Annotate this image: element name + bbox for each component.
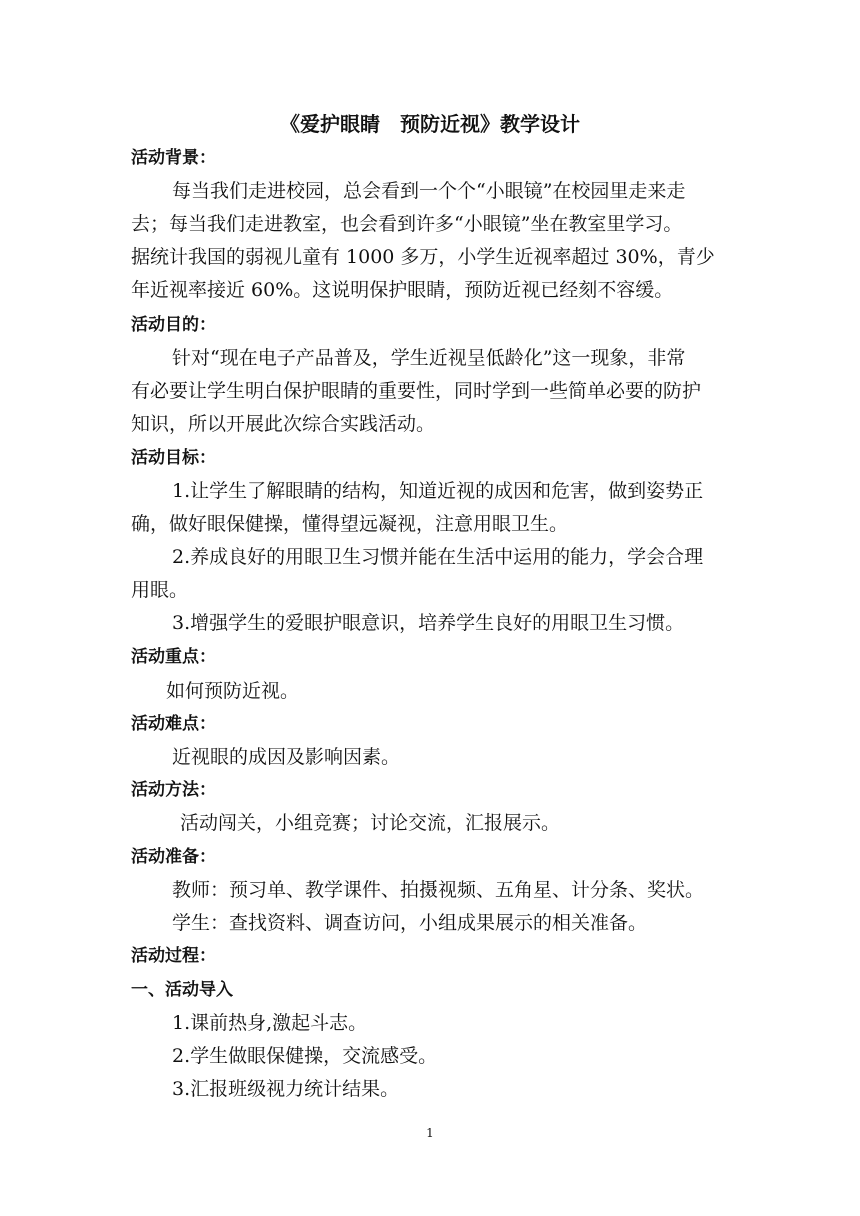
purpose-line: 针对“现在电子产品普及，学生近视呈低龄化”这一现象，非常: [172, 347, 686, 369]
key-point-heading: 活动重点：: [131, 647, 216, 667]
goals-heading: 活动目标：: [131, 448, 216, 468]
preparation-line: 学生：查找资料、调查访问，小组成果展示的相关准备。: [172, 912, 648, 934]
process-heading: 活动过程：: [131, 946, 216, 966]
process-line: 3.汇报班级视力统计结果。: [172, 1078, 400, 1100]
process-line: 1.课前热身,激起斗志。: [172, 1012, 368, 1034]
preparation-heading: 活动准备：: [131, 847, 216, 867]
goals-line: 用眼。: [131, 579, 189, 601]
purpose-heading: 活动目的：: [131, 315, 216, 335]
purpose-line: 知识，所以开展此次综合实践活动。: [131, 413, 436, 435]
background-line: 每当我们走进校园，总会看到一个个“小眼镜”在校园里走来走: [172, 180, 686, 202]
document-title: 《爱护眼睛 预防近视》教学设计: [280, 112, 580, 136]
background-line: 据统计我国的弱视儿童有 1000 多万，小学生近视率超过 30%，青少: [131, 246, 715, 268]
goals-line: 3.增强学生的爱眼护眼意识，培养学生良好的用眼卫生习惯。: [172, 612, 685, 634]
method-heading: 活动方法：: [131, 780, 216, 800]
goals-line: 2.养成良好的用眼卫生习惯并能在生活中运用的能力，学会合理: [172, 546, 704, 568]
process-line: 2.学生做眼保健操，交流感受。: [172, 1045, 438, 1067]
background-heading: 活动背景：: [131, 148, 216, 168]
difficulty-heading: 活动难点：: [131, 714, 216, 734]
method-line: 活动闯关，小组竞赛；讨论交流，汇报展示。: [180, 812, 561, 834]
process-subheading: 一、活动导入: [131, 980, 233, 1000]
background-line: 年近视率接近 60%。这说明保护眼睛，预防近视已经刻不容缓。: [131, 279, 674, 301]
background-line: 去；每当我们走进教室，也会看到许多“小眼镜”坐在教室里学习。: [131, 213, 683, 235]
preparation-line: 教师：预习单、教学课件、拍摄视频、五角星、计分条、奖状。: [172, 879, 705, 901]
difficulty-line: 近视眼的成因及影响因素。: [172, 746, 401, 768]
purpose-line: 有必要让学生明白保护眼睛的重要性，同时学到一些简单必要的防护: [131, 380, 702, 402]
goals-line: 1.让学生了解眼睛的结构，知道近视的成因和危害，做到姿势正: [172, 480, 704, 502]
page-number: 1: [426, 1126, 434, 1140]
key-point-line: 如何预防近视。: [166, 680, 300, 702]
goals-line: 确，做好眼保健操，懂得望远凝视，注意用眼卫生。: [131, 513, 569, 535]
